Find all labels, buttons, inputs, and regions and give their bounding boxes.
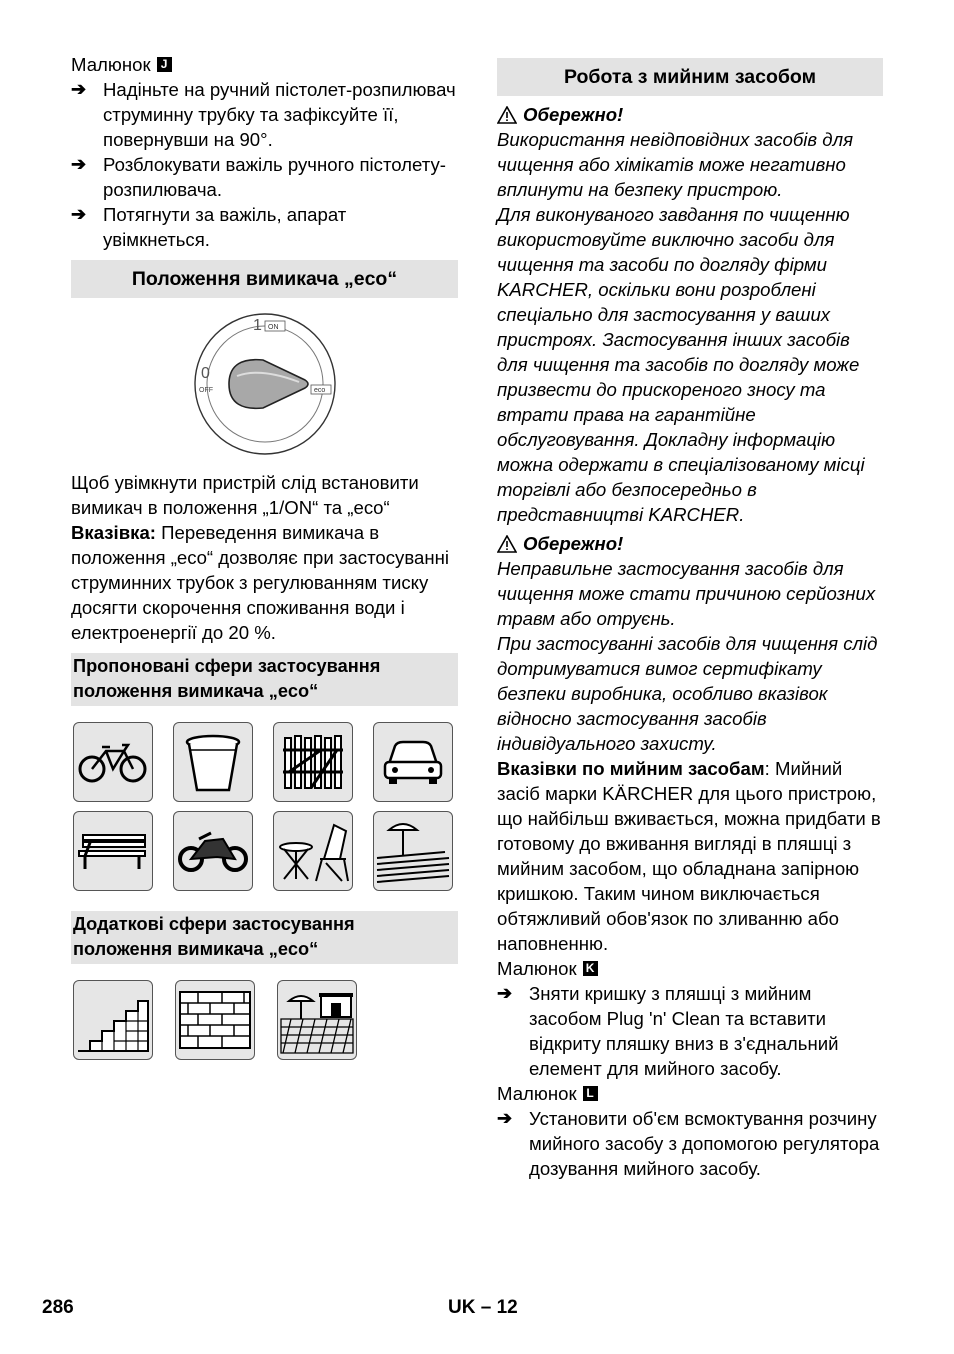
warning-text: При застосуванні засобів для чищення слід дотримуватися вимог сертифікату безпеки виробника, особливо вказівок відносно застосування засобів індивідуального захисту. <box>497 633 878 754</box>
step-text: Розблокувати важіль ручного пістолету-розпилювача. <box>103 154 446 200</box>
step-item <box>497 981 883 1081</box>
flower-pot-icon <box>173 722 253 802</box>
step-item <box>71 77 458 152</box>
step-item <box>71 152 458 202</box>
figure-badge: L <box>583 1086 598 1101</box>
stone-stairs-icon <box>73 980 153 1060</box>
arrow-right-icon: ➔ <box>71 79 87 99</box>
dial-on-label: ON <box>267 324 278 331</box>
figure-badge: K <box>583 961 598 976</box>
right-column <box>497 58 883 1181</box>
warning-heading <box>497 531 883 556</box>
warning-triangle-icon <box>497 535 517 553</box>
step-text: Потягнути за важіль, апарат увімкнеться. <box>103 204 347 250</box>
garden-furniture-icon <box>273 811 353 891</box>
step-item <box>497 1106 883 1181</box>
warning-heading <box>497 102 883 127</box>
arrow-right-icon: ➔ <box>497 1108 513 1128</box>
dial-on-number: 1 <box>252 317 262 334</box>
step-item <box>71 202 458 252</box>
fence-icon <box>273 722 353 802</box>
note-label: Вказівка: <box>71 522 156 543</box>
section-heading-detergent: Робота з мийним засобом <box>497 58 883 96</box>
section-heading-eco: Положення вимикача „eco“ <box>71 260 458 298</box>
figure-label: Малюнок <box>71 54 151 75</box>
section-heading-additional: Додаткові сфери застосування положення вимикача „eco“ <box>71 911 458 964</box>
dial-off-label: OFF <box>198 387 213 394</box>
warning-triangle-icon <box>497 106 517 124</box>
warning-text: Використання невідповідних засобів для чищення або хімікатів може негативно вплинути на безпеку пристрою. <box>497 129 854 200</box>
dial-off-number: 0 <box>200 365 210 382</box>
figure-badge: J <box>157 57 172 72</box>
arrow-right-icon: ➔ <box>497 983 513 1003</box>
left-column <box>71 52 458 1060</box>
warning-text: Неправильне застосування засобів для чищення може стати причиною серйозних травм або отруєнь. <box>497 558 876 629</box>
eco-dial-icon <box>193 312 337 456</box>
paragraph-switch-on: Щоб увімкнути пристрій слід встановити вимикач в положення „1/ON“ та „eco“ <box>71 472 419 518</box>
note-paragraph <box>71 520 458 645</box>
hints-label: Вказівки по мийним засобам <box>497 758 765 779</box>
section-page-label: UK – 12 <box>448 1297 518 1318</box>
step-text: Зняти кришку з пляшці з мийним засобом Plug 'n' Clean та вставити відкриту пляшку вниз в з'єднальний елемент для мийного засобу. <box>529 983 839 1079</box>
section-heading-proposed: Пропоновані сфери застосування положення вимикача „eco“ <box>71 653 458 706</box>
note-text: Переведення вимикача в положення „eco“ дозволяє при застосуванні струминних трубок з регулюванням тиску досягти скорочення споживання води і електроенергії до 20 %. <box>71 522 449 643</box>
step-text: Установити об'єм всмоктування розчину мийного засобу з допомогою регулятора дозування мийного засобу. <box>529 1108 880 1179</box>
paved-patio-icon <box>277 980 357 1060</box>
motorcycle-icon <box>173 811 253 891</box>
figure-ref-k <box>497 956 883 981</box>
bench-icon <box>73 811 153 891</box>
figure-label: Малюнок <box>497 958 577 979</box>
warning-text: Для виконуваного завдання по чищенню використовуйте виключно засоби для чищення та засоби по догляду фірми KARCHER, оскільки вони розроблені спеціально для застосування у ваших пристроях. Застосування інших засобів для чищення та засобів по догляду може призвести до прискореного зносу та втрати права на гарантійне обслуговування. Докладну інформацію можна одержати в спеціалізованому місці торгівлі або безпосередньо в представництві KARCHER. <box>497 204 865 525</box>
arrow-right-icon: ➔ <box>71 154 87 174</box>
eco-switch-illustration <box>71 312 458 456</box>
figure-label: Малюнок <box>497 1083 577 1104</box>
warning-title: Обережно! <box>523 104 624 125</box>
proposed-icon-grid <box>73 722 458 891</box>
warning-title: Обережно! <box>523 533 624 554</box>
bicycle-icon <box>73 722 153 802</box>
step-text: Надіньте на ручний пістолет-розпилювач струминну трубку та зафіксуйте її, повернувши на 90°. <box>103 79 456 150</box>
figure-ref-l <box>497 1081 883 1106</box>
additional-icon-grid <box>73 980 458 1060</box>
terrace-umbrella-icon <box>373 811 453 891</box>
detergent-hints-paragraph <box>497 756 883 956</box>
page-number: 286 <box>42 1297 74 1318</box>
figure-ref-j <box>71 52 458 77</box>
car-icon <box>373 722 453 802</box>
dial-eco-label: eco <box>313 387 325 394</box>
hints-text: : Мийний засіб марки KÄRCHER для цього пристрою, що найбільш вживається, можна придбати в готовому до вживання вигляді в пляшці з мийним засобом, що обладнана запірною кришкою. Таким чином виключається обтяжливий обов'язок по зливанню або наповненню. <box>497 758 881 954</box>
brick-wall-icon <box>175 980 255 1060</box>
arrow-right-icon: ➔ <box>71 204 87 224</box>
